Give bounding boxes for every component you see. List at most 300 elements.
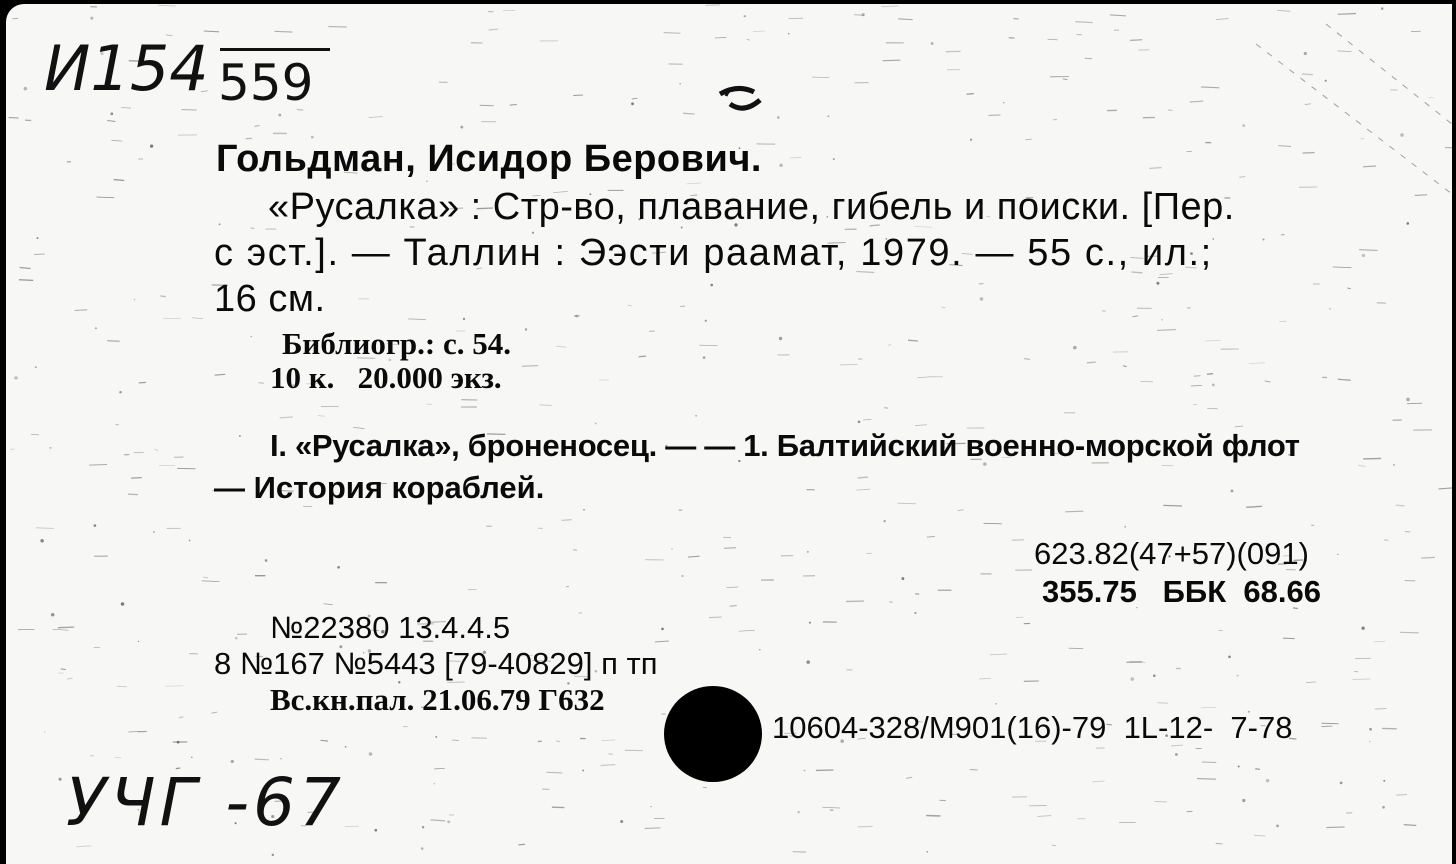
noise-dash (324, 604, 333, 605)
noise-dash (202, 581, 220, 582)
noise-dash (139, 382, 146, 383)
noise-dash (967, 94, 974, 95)
noise-dash (1201, 87, 1219, 88)
noise-speck (1383, 780, 1385, 782)
noise-dash (480, 105, 494, 106)
noise-speck (1400, 133, 1404, 137)
noise-speck (1406, 398, 1409, 401)
noise-dash (192, 318, 203, 319)
noise-dash (1201, 707, 1216, 708)
noise-dash (1207, 374, 1213, 375)
noise-dash (1138, 50, 1149, 51)
noise-speck (265, 559, 268, 562)
noise-speck (421, 847, 424, 850)
noise-dash (1130, 40, 1143, 41)
noise-dash (431, 820, 446, 821)
noise-dash (915, 425, 927, 426)
subject-line-1: I. «Русалка», броненосец. — — 1. Балтийский военно-морской флот (270, 428, 1300, 463)
subject-line-2: — История кораблей. (214, 470, 545, 505)
crease-line (1256, 44, 1452, 194)
noise-dash (1065, 511, 1083, 512)
noise-speck (620, 820, 623, 823)
noise-dash (158, 5, 176, 6)
noise-speck (1381, 7, 1384, 10)
noise-dash (917, 377, 931, 378)
noise-speck (525, 328, 527, 330)
noise-dash (1279, 321, 1286, 322)
noise-speck (631, 102, 634, 105)
noise-dash (1024, 359, 1030, 360)
noise-dash (280, 417, 293, 418)
noise-speck (1329, 308, 1330, 309)
classification-udc: 623.82(47+57)(091) (1034, 536, 1309, 571)
noise-dash (984, 523, 1002, 524)
noise-speck (1262, 238, 1264, 240)
noise-speck (970, 139, 972, 141)
noise-dash (61, 669, 66, 670)
noise-dash (628, 305, 632, 306)
noise-dash (1338, 14, 1356, 15)
noise-speck (914, 612, 916, 614)
noise-speck (375, 829, 378, 832)
noise-dash (856, 489, 870, 490)
noise-dash (863, 420, 871, 421)
noise-dash (321, 740, 329, 741)
noise-dash (1133, 316, 1139, 317)
noise-dash (1265, 381, 1271, 382)
noise-dash (726, 587, 738, 588)
noise-speck (1407, 222, 1410, 225)
noise-speck (189, 540, 191, 542)
noise-speck (1382, 806, 1385, 809)
noise-dash (1303, 153, 1315, 154)
noise-speck (1161, 319, 1163, 321)
noise-dash (1093, 781, 1105, 782)
noise-speck (1362, 254, 1365, 257)
noise-dash (990, 654, 1007, 655)
inventory-number: 559 (218, 54, 314, 112)
noise-dash (76, 846, 91, 847)
noise-dash (739, 630, 755, 631)
noise-speck (1156, 282, 1159, 285)
noise-speck (278, 114, 281, 117)
noise-dash (1255, 769, 1260, 770)
noise-speck (44, 731, 45, 732)
noise-speck (51, 613, 54, 616)
noise-dash (36, 528, 54, 529)
noise-dash (1191, 386, 1202, 387)
noise-speck (447, 820, 450, 823)
noise-dash (927, 536, 935, 537)
noise-dash (1087, 362, 1096, 363)
noise-speck (703, 356, 706, 359)
noise-dash (97, 197, 115, 198)
noise-dash (128, 494, 138, 495)
noise-speck (191, 756, 193, 758)
noise-speck (94, 524, 97, 527)
noise-dash (318, 416, 325, 417)
noise-dash (556, 741, 560, 742)
noise-dash (645, 828, 661, 829)
noise-dash (1305, 104, 1311, 105)
noise-dash (489, 29, 498, 30)
noise-dash (1439, 488, 1452, 489)
noise-speck (575, 315, 578, 318)
noise-speck (1276, 824, 1279, 827)
noise-dash (639, 356, 646, 357)
noise-dash (1333, 267, 1352, 268)
noise-speck (744, 15, 746, 17)
noise-dash (1363, 166, 1376, 167)
inventory-overline (220, 48, 330, 51)
noise-dash (1123, 366, 1127, 367)
noise-speck (1393, 464, 1395, 466)
noise-dash (1205, 340, 1221, 341)
price-and-print-run: 10 к. 20.000 экз. (270, 360, 502, 395)
noise-speck (1369, 741, 1370, 742)
noise-speck (661, 628, 664, 631)
classification-bbk: 355.75 ББК 68.66 (1042, 574, 1321, 609)
crease-line (1326, 24, 1452, 124)
noise-dash (121, 108, 131, 109)
noise-speck (280, 758, 282, 760)
noise-dash (1141, 381, 1153, 382)
noise-dash (1202, 762, 1216, 763)
noise-dash (790, 157, 801, 158)
noise-dash (518, 844, 525, 845)
noise-speck (239, 435, 241, 437)
noise-speck (1337, 554, 1338, 555)
stamp-mark (714, 76, 766, 116)
noise-speck (235, 637, 237, 639)
noise-dash (1216, 19, 1229, 20)
noise-dash (1384, 540, 1388, 541)
noise-dash (602, 740, 616, 741)
noise-dash (1197, 779, 1216, 780)
noise-dash (547, 772, 563, 773)
noise-dash (601, 765, 616, 766)
noise-dash (1069, 648, 1084, 649)
noise-dash (822, 807, 840, 808)
catalog-card (6, 4, 1452, 864)
noise-dash (19, 280, 33, 281)
bibliography-note: Библиогр.: с. 54. (282, 326, 511, 361)
noise-speck (671, 548, 673, 550)
noise-dash (89, 465, 107, 466)
noise-dash (1246, 506, 1262, 507)
noise-speck (1231, 489, 1234, 492)
title-line-1: «Русалка» : Стр-во, плавание, гибель и поиски. [Пер. (268, 186, 1235, 228)
noise-speck (788, 33, 790, 35)
noise-speck (463, 318, 465, 320)
noise-dash (1130, 662, 1146, 663)
noise-dash (579, 613, 582, 614)
noise-dash (58, 627, 74, 628)
noise-dash (1235, 426, 1243, 427)
noise-speck (1238, 766, 1240, 768)
noise-dash (74, 310, 87, 311)
noise-dash (706, 5, 721, 6)
noise-dash (540, 405, 552, 406)
noise-dash (812, 77, 830, 78)
noise-dash (1194, 376, 1201, 377)
noise-dash (1347, 288, 1351, 289)
registry-line-2: 8 №167 №5443 [79-40829] п тп (214, 646, 658, 681)
noise-speck (1242, 799, 1245, 802)
noise-dash (1396, 505, 1405, 506)
noise-dash (1396, 795, 1407, 796)
noise-dash (573, 550, 577, 551)
registry-line-3: Вс.кн.пал. 21.06.79 Г632 (270, 682, 605, 717)
noise-speck (901, 577, 904, 580)
noise-speck (651, 806, 652, 807)
noise-speck (583, 509, 585, 511)
title-line-3: 16 см. (214, 278, 326, 320)
noise-speck (1124, 526, 1126, 528)
shelf-mark: УЧГ -67 (66, 764, 346, 841)
noise-speck (119, 391, 121, 393)
noise-dash (1048, 39, 1058, 40)
noise-dash (155, 450, 159, 451)
noise-speck (679, 83, 680, 84)
noise-speck (710, 284, 713, 287)
noise-speck (1340, 782, 1343, 785)
noise-speck (705, 320, 707, 322)
noise-dash (452, 740, 459, 741)
noise-dash (1277, 10, 1290, 11)
noise-dash (215, 374, 226, 375)
noise-speck (1361, 627, 1364, 630)
noise-dash (111, 140, 122, 141)
noise-dash (866, 553, 871, 554)
noise-dash (699, 345, 717, 346)
noise-dash (747, 39, 750, 40)
noise-dash (573, 95, 583, 96)
noise-speck (35, 366, 37, 368)
noise-dash (1374, 641, 1386, 642)
noise-speck (809, 622, 811, 624)
noise-speck (345, 746, 347, 748)
noise-dash (107, 341, 119, 342)
noise-speck (138, 641, 139, 642)
noise-dash (1249, 363, 1265, 364)
noise-dash (715, 37, 727, 38)
noise-dash (906, 777, 912, 778)
noise-speck (779, 337, 782, 340)
noise-dash (1158, 703, 1168, 704)
noise-dash (53, 629, 69, 630)
noise-dash (979, 283, 984, 284)
noise-speck (59, 778, 62, 781)
noise-dash (1216, 843, 1223, 844)
noise-dash (20, 268, 31, 269)
noise-dash (908, 340, 918, 341)
noise-speck (926, 851, 928, 853)
noise-dash (1239, 177, 1245, 178)
noise-dash (753, 31, 765, 32)
registry-line-1: №22380 13.4.4.5 (270, 610, 511, 645)
noise-dash (557, 346, 567, 347)
noise-dash (655, 641, 669, 642)
noise-dash (1321, 726, 1332, 727)
title-line-2: с эст.]. — Таллин : Ээсти раамат, 1979. — 55 с., ил.; (214, 232, 1213, 274)
noise-speck (931, 42, 934, 45)
noise-dash (67, 678, 72, 679)
noise-dash (1359, 250, 1378, 251)
noise-dash (1038, 816, 1052, 817)
noise-dash (255, 126, 260, 127)
noise-dash (369, 117, 383, 118)
publisher-code: 10604-328/М901(16)-79 1L-12- 7-78 (772, 710, 1293, 745)
noise-speck (434, 783, 435, 784)
noise-speck (682, 575, 684, 577)
noise-speck (110, 112, 113, 115)
noise-dash (1404, 825, 1417, 826)
noise-speck (250, 336, 251, 337)
noise-speck (1266, 779, 1270, 783)
noise-dash (212, 712, 218, 713)
noise-dash (1338, 379, 1351, 380)
noise-dash (510, 104, 517, 105)
noise-dash (328, 27, 347, 28)
noise-dash (408, 319, 426, 320)
noise-dash (1157, 330, 1176, 331)
noise-speck (369, 752, 373, 756)
noise-dash (114, 180, 125, 181)
noise-dash (1400, 632, 1419, 633)
noise-speck (1003, 102, 1004, 103)
noise-dash (115, 757, 122, 758)
noise-speck (1242, 124, 1245, 127)
noise-speck (1325, 80, 1327, 82)
inventory-prefix: И154 (44, 32, 209, 105)
noise-speck (995, 703, 996, 704)
noise-speck (884, 520, 886, 522)
noise-speck (134, 299, 135, 300)
noise-speck (37, 237, 39, 239)
punched-hole (664, 686, 762, 782)
noise-speck (24, 87, 28, 91)
noise-dash (958, 510, 964, 511)
noise-dash (688, 556, 700, 557)
noise-dash (926, 816, 940, 817)
noise-dash (1421, 557, 1435, 558)
noise-dash (274, 31, 292, 32)
noise-dash (632, 98, 638, 99)
noise-speck (95, 327, 97, 329)
noise-dash (258, 383, 264, 384)
noise-dash (1415, 195, 1427, 196)
noise-dash (1306, 682, 1316, 683)
noise-dash (724, 548, 736, 549)
noise-speck (49, 447, 51, 449)
noise-dash (1025, 139, 1032, 140)
noise-dash (1254, 835, 1265, 836)
noise-dash (609, 754, 613, 755)
noise-speck (807, 551, 809, 553)
noise-dash (427, 404, 432, 405)
noise-dash (1428, 97, 1434, 98)
noise-speck (150, 144, 153, 147)
noise-dash (131, 478, 142, 479)
noise-dash (1363, 458, 1381, 459)
noise-speck (827, 115, 829, 117)
noise-speck (862, 13, 865, 16)
noise-dash (1278, 146, 1291, 147)
noise-dash (1190, 101, 1203, 102)
noise-speck (1175, 753, 1178, 756)
noise-dash (881, 6, 898, 7)
noise-dash (1337, 51, 1351, 52)
noise-speck (595, 422, 597, 424)
noise-dash (434, 768, 445, 769)
noise-speck (1073, 346, 1077, 350)
noise-dash (179, 717, 183, 718)
noise-dash (888, 345, 891, 346)
noise-speck (777, 116, 780, 119)
noise-dash (988, 115, 1000, 116)
noise-speck (1237, 675, 1239, 677)
noise-dash (898, 19, 913, 20)
noise-speck (797, 811, 800, 814)
noise-speck (582, 769, 584, 771)
noise-dash (1358, 465, 1366, 466)
noise-dash (709, 617, 722, 618)
noise-dash (970, 770, 978, 771)
noise-speck (1131, 677, 1135, 681)
noise-dash (1283, 638, 1295, 639)
noise-dash (1326, 827, 1344, 828)
noise-speck (695, 415, 697, 417)
noise-dash (1407, 403, 1422, 404)
noise-dash (1149, 168, 1161, 169)
noise-speck (231, 760, 234, 763)
noise-speck (1212, 384, 1215, 387)
noise-dash (942, 307, 946, 308)
noise-speck (779, 163, 783, 167)
noise-dash (31, 434, 39, 435)
noise-dash (1302, 74, 1313, 75)
noise-dash (680, 306, 685, 307)
noise-speck (1153, 674, 1156, 677)
noise-dash (94, 647, 100, 648)
noise-dash (1063, 79, 1068, 80)
noise-dash (683, 113, 695, 114)
noise-dash (1168, 110, 1173, 111)
noise-speck (121, 602, 124, 605)
noise-speck (40, 539, 44, 543)
noise-speck (272, 854, 274, 856)
noise-dash (107, 121, 115, 122)
noise-dash (1075, 22, 1092, 23)
noise-speck (1369, 728, 1372, 731)
noise-speck (460, 126, 463, 129)
noise-dash (1102, 311, 1106, 312)
noise-dash (884, 408, 887, 409)
noise-speck (858, 420, 861, 423)
noise-dash (1110, 15, 1126, 16)
noise-dash (1163, 505, 1182, 506)
noise-speck (422, 826, 424, 828)
noise-dash (664, 33, 681, 34)
noise-speck (337, 566, 340, 569)
noise-dash (730, 606, 737, 607)
noise-dash (117, 686, 127, 687)
noise-dash (898, 503, 916, 504)
noise-speck (833, 158, 835, 160)
noise-speck (90, 17, 93, 20)
noise-speck (14, 376, 18, 380)
